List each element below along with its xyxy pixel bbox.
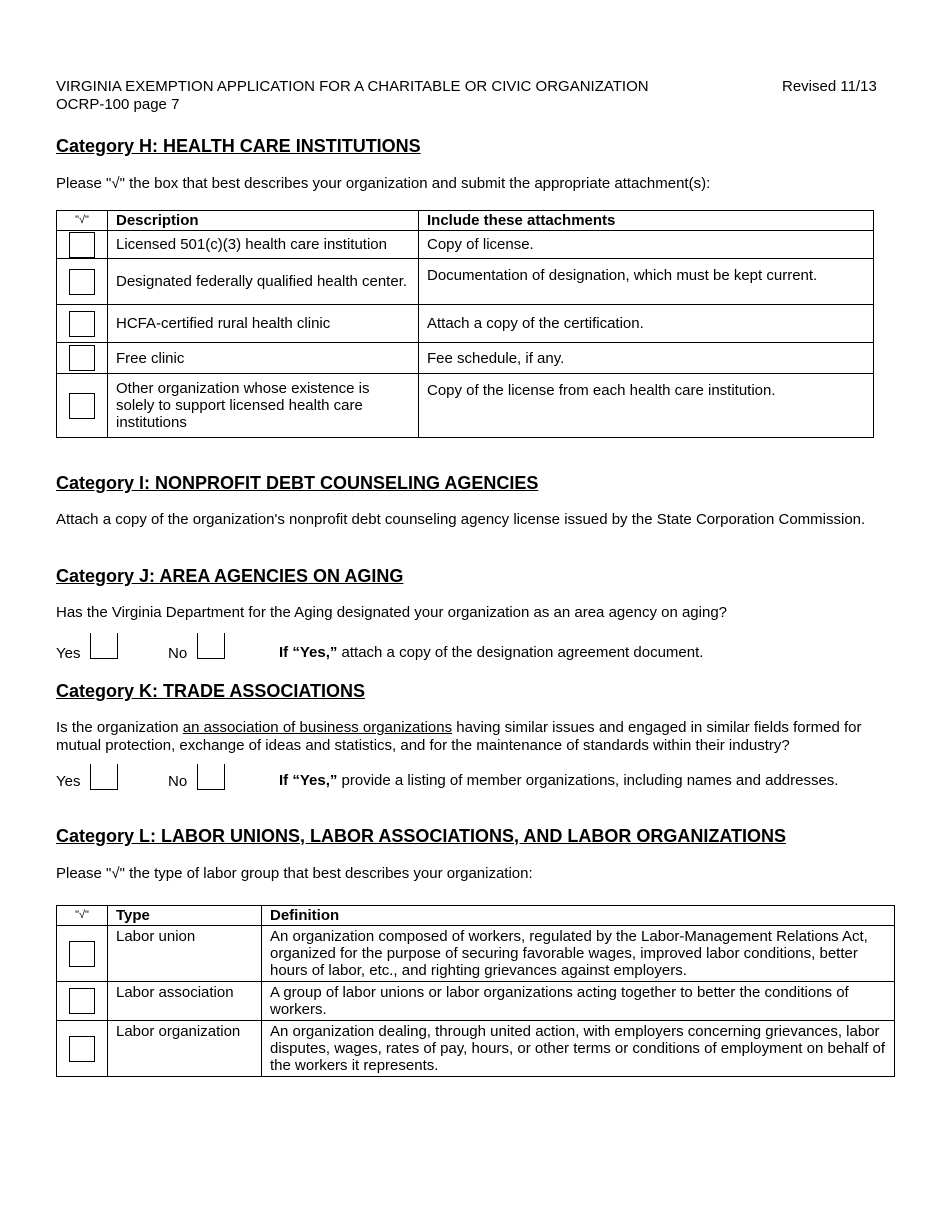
category-j-yes-label: Yes <box>56 645 81 662</box>
category-j-heading: Category J: AREA AGENCIES ON AGING <box>56 566 404 586</box>
form-title: VIRGINIA EXEMPTION APPLICATION FOR A CHARITABLE OR CIVIC ORGANIZATION <box>56 78 649 95</box>
category-k-question-pre: Is the organization <box>56 719 179 736</box>
category-j-if-yes: If “Yes,” <box>279 644 338 661</box>
category-h-instruction: Please "√" the box that best describes your organization and submit the appropriate attachment(s): <box>56 175 711 192</box>
category-k-no-label: No <box>168 773 188 790</box>
row-type: Labor organization <box>108 1021 262 1077</box>
category-k-no-checkbox[interactable] <box>197 764 225 790</box>
category-k-note-text: provide a listing of member organizations, including names and addresses. <box>341 772 839 789</box>
row-definition: A group of labor unions or labor organizations acting together to better the conditions of workers. <box>262 982 895 1021</box>
row-attachment: Documentation of designation, which must be kept current. <box>419 259 874 305</box>
category-l-instruction: Please "√" the type of labor group that best describes your organization: <box>56 865 533 882</box>
revision-date: Revised 11/13 <box>782 78 877 95</box>
category-l-title: LABOR UNIONS, LABOR ASSOCIATIONS, AND LABOR ORGANIZATIONS <box>161 826 787 846</box>
checkbox-other-organization[interactable] <box>69 393 95 419</box>
category-l-label: Category L <box>56 826 151 846</box>
table-row <box>57 374 874 438</box>
category-h-label: Category H <box>56 136 153 156</box>
category-h-heading: Category H: HEALTH CARE INSTITUTIONS <box>56 136 421 156</box>
category-j-question: Has the Virginia Department for the Aging designated your organization as an area agency on aging? <box>56 604 728 621</box>
table-header-row <box>57 211 874 231</box>
category-i-label: Category I <box>56 473 145 493</box>
category-j-no-label: No <box>168 645 188 662</box>
category-k-yes-checkbox[interactable] <box>90 764 118 790</box>
row-attachment: Attach a copy of the certification. <box>419 305 874 343</box>
category-k-title: TRADE ASSOCIATIONS <box>163 681 366 701</box>
category-j-title: AREA AGENCIES ON AGING <box>159 566 404 586</box>
category-k-question-post: having similar issues and engaged in similar fields formed for mutual protection, exchange of ideas and statistics, and for the maintenance of standards within their industry? <box>56 719 862 754</box>
category-k-question <box>56 719 901 755</box>
table-row <box>57 231 874 259</box>
category-k-if-yes: If “Yes,” <box>279 772 338 789</box>
check-column-header: "√" <box>57 906 108 926</box>
table-row <box>57 982 895 1021</box>
category-j-no-checkbox[interactable] <box>197 633 225 659</box>
category-j-label: Category J <box>56 566 150 586</box>
check-column-header: "√" <box>57 211 108 231</box>
row-attachment: Copy of license. <box>419 231 874 259</box>
table-row <box>57 259 874 305</box>
checkbox-labor-association[interactable] <box>69 988 95 1014</box>
checkbox-labor-organization[interactable] <box>69 1036 95 1062</box>
category-l-table <box>56 905 895 1077</box>
checkbox-rural-health-clinic[interactable] <box>69 311 95 337</box>
type-column-header: Type <box>108 906 262 926</box>
table-row <box>57 343 874 374</box>
category-k-heading: Category K: TRADE ASSOCIATIONS <box>56 681 366 701</box>
category-k-note <box>279 772 838 790</box>
category-j-note-text: attach a copy of the designation agreement document. <box>341 644 704 661</box>
category-i-heading: Category I: NONPROFIT DEBT COUNSELING AGENCIES <box>56 473 539 493</box>
row-type: Labor union <box>108 926 262 982</box>
table-header-row <box>57 906 895 926</box>
table-row <box>57 926 895 982</box>
row-description: Free clinic <box>108 343 419 374</box>
attachments-column-header: Include these attachments <box>419 211 874 231</box>
row-type: Labor association <box>108 982 262 1021</box>
description-column-header: Description <box>108 211 419 231</box>
category-h-table <box>56 210 874 438</box>
checkbox-federally-qualified-center[interactable] <box>69 269 95 295</box>
form-page-number: OCRP-100 page 7 <box>56 96 180 113</box>
checkbox-free-clinic[interactable] <box>69 345 95 371</box>
category-j-note <box>279 644 703 662</box>
category-k-yes-label: Yes <box>56 773 81 790</box>
row-attachment: Fee schedule, if any. <box>419 343 874 374</box>
definition-column-header: Definition <box>262 906 895 926</box>
row-description: Other organization whose existence is solely to support licensed health care institutions <box>108 374 419 438</box>
row-attachment: Copy of the license from each health care institution. <box>419 374 874 438</box>
row-description: Designated federally qualified health center. <box>108 259 419 305</box>
category-l-heading: Category L: LABOR UNIONS, LABOR ASSOCIATIONS, AND LABOR ORGANIZATIONS <box>56 826 787 846</box>
checkbox-licensed-institution[interactable] <box>69 232 95 258</box>
category-k-question-underlined: an association of business organizations <box>182 719 453 736</box>
row-description: HCFA-certified rural health clinic <box>108 305 419 343</box>
category-i-title: NONPROFIT DEBT COUNSELING AGENCIES <box>155 473 539 493</box>
category-i-text: Attach a copy of the organization's nonprofit debt counseling agency license issued by the State Corporation Commission. <box>56 511 866 528</box>
checkbox-labor-union[interactable] <box>69 941 95 967</box>
table-row <box>57 305 874 343</box>
row-definition: An organization dealing, through united action, with employers concerning grievances, labor disputes, wages, rates of pay, hours, or other terms or conditions of employment on behalf of the workers it represents. <box>262 1021 895 1077</box>
row-description: Licensed 501(c)(3) health care institution <box>108 231 419 259</box>
category-h-title: HEALTH CARE INSTITUTIONS <box>163 136 421 156</box>
category-k-label: Category K <box>56 681 153 701</box>
row-definition: An organization composed of workers, regulated by the Labor-Management Relations Act, organized for the purpose of securing favorable wages, improved labor conditions, better hours of labor, etc., and righting grievances against employers. <box>262 926 895 982</box>
table-row <box>57 1021 895 1077</box>
category-j-yes-checkbox[interactable] <box>90 633 118 659</box>
